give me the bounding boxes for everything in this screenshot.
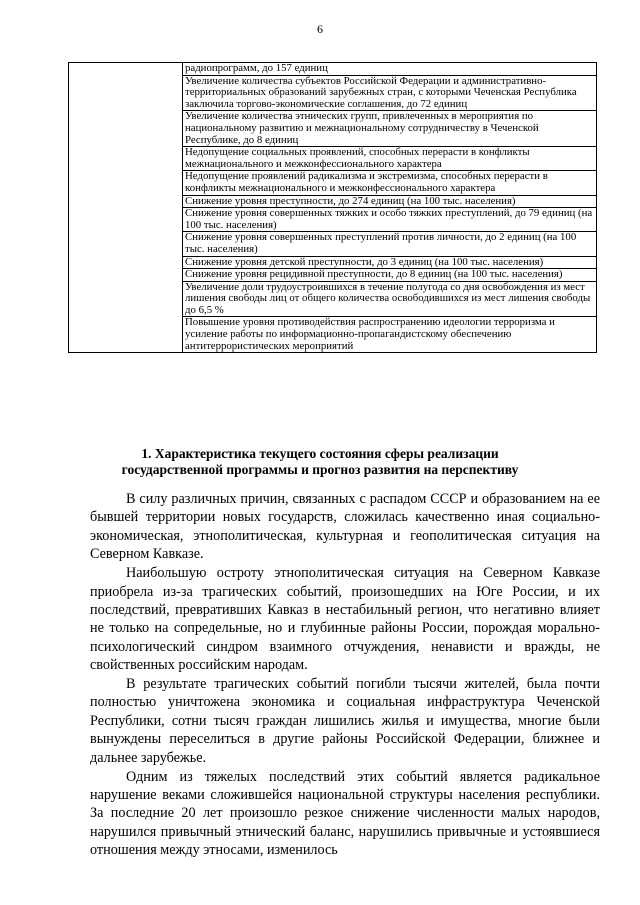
table-left-cell [69,63,183,353]
table-cell: Недопущение социальных проявлений, способных перерасти в конфликты межнационального и межконфессионального характера [183,147,597,171]
table-cell: Снижение уровня рецидивной преступности, до 8 единиц (на 100 тыс. населения) [183,269,597,282]
table-cell: Снижение уровня совершенных тяжких и особо тяжких преступлений, до 79 единиц (на 100 тыс. населения) [183,208,597,232]
expected-results-table [68,62,597,353]
paragraph: В результате трагических событий погибли тысячи жителей, была почти полностью уничтожена экономика и социальная инфраструктура Чеченской Республики, сотни тысяч граждан лишились жилья и имущества, многие были вынуждены переселиться в другие районы Российской Федерации, ближнее и дальнее зарубежье. [90,676,600,766]
table-cell: Увеличение количества субъектов Российской Федерации и административно-территориальных образований зарубежных стран, с которыми Чеченская Республика заключила торгово-экономические соглашения, до 72 единиц [183,75,597,111]
paragraph: В силу различных причин, связанных с распадом СССР и образованием на ее бывшей территории новых государств, сложилась качественно иная социально-экономическая, этнополитическая, культурная и геополитическая ситуация на Северном Кавказе. [90,491,600,563]
table-cell: Недопущение проявлений радикализма и экстремизма, способных перерасти в конфликты межнационального и межконфессионального характера [183,171,597,195]
table-cell: радиопрограмм, до 157 единиц [183,63,597,76]
table-cell: Повышение уровня противодействия распространению идеологии терроризма и усиление работы по информационно-пропагандистскому обеспечению антитеррористических мероприятий [183,317,597,353]
paragraph: Одним из тяжелых последствий этих событий является радикальное нарушение веками сложившейся национальной структуры населения республики. За последние 20 лет произошло резкое снижение численности малых народов, нарушился привычный этнический баланс, нарушились привычные и устоявшиеся отношения между этносами, изменилось [90,768,600,859]
section-heading [80,446,560,478]
paragraph: Наибольшую остроту этнополитическая ситуация на Северном Кавказе приобрела из-за трагических событий, произошедших на Юге России, и их последствий, превративших Кавказ в нестабильный регион, что негативно влияет не только на сопредельные, но и глубинные районы России, порождая морально-психологический синдром взаимного отчуждения, ненависти и вражды, не свойственных российским народам. [90,565,600,674]
section-heading-line: 1. Характеристика текущего состояния сферы реализации [141,446,499,461]
table-row [69,63,597,76]
table-cell: Увеличение доли трудоустроившихся в течение полугода со дня освобождения из мест лишения свободы лиц от общего количества освободившихся из мест лишения свободы до 6,5 % [183,281,597,317]
body-text [90,490,600,860]
section-heading-line: государственной программы и прогноз развития на перспективу [121,462,519,477]
page-number: 6 [317,22,323,36]
table-cell: Снижение уровня совершенных преступлений против личности, до 2 единиц (на 100 тыс. населения) [183,232,597,256]
table-cell: Снижение уровня детской преступности, до 3 единиц (на 100 тыс. населения) [183,256,597,269]
table-cell: Увеличение количества этнических групп, привлеченных в мероприятия по национальному развитию и межнациональному сотрудничеству в Чеченской Республике, до 8 единиц [183,111,597,147]
table-cell: Снижение уровня преступности, до 274 единиц (на 100 тыс. населения) [183,195,597,208]
